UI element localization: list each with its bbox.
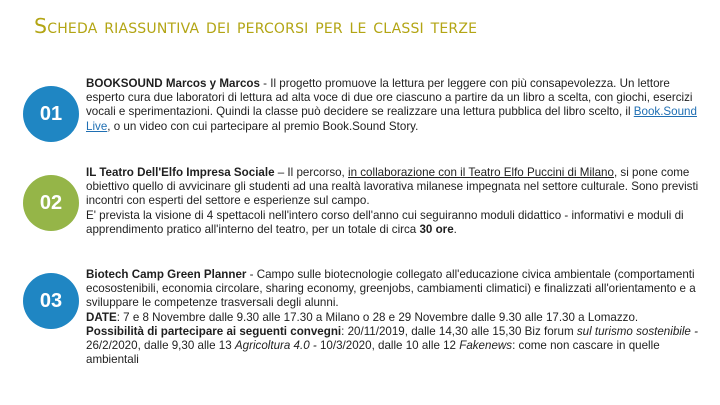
item-heading: Biotech Camp Green Planner xyxy=(86,268,247,281)
date-label: DATE xyxy=(86,310,117,324)
item-heading: BOOKSOUND Marcos y Marcos xyxy=(86,77,260,90)
item-body: Campo sulle biotecnologie collegato all'educazione civica ambientale (comportamenti ecosostenibili, economia circolare, sharing economy, greenjobs, cambiamenti climatici) e finalizzati all'orientamento e a sviluppare le competenze trasversali degli alunni. xyxy=(86,268,696,310)
item-body: , si pone come obiettivo quello di avvicinare gli studenti ad una realtà lavorativa milanese impegnata nel settore culturale. Sono previsti incontri con esperti del settore e esperienze sul campo. xyxy=(86,166,699,208)
convention-text: 10/3/2020, dalle 10 alle 12 xyxy=(316,339,460,353)
total-hours: 30 ore xyxy=(419,222,454,236)
convention-text: 26/2/2020, dalle 9,30 alle 13 xyxy=(86,339,235,353)
badge-number: 02 xyxy=(39,191,63,214)
convention-topic: Fakenews xyxy=(459,339,513,353)
convention-topic: Agricoltura 4.0 - xyxy=(234,339,317,353)
booksound-live-link[interactable]: Book.Sound Live xyxy=(86,105,697,133)
item-heading: IL Teatro Dell'Elfo Impresa Sociale xyxy=(86,166,275,179)
item-body: Il progetto promuove la lettura per leggere con più consapevolezza. Un lettore esperto cura due laboratori di lettura ad alta voce di due ore ciascuno a partire da un libro a scelta, con giochi, esercizi vocali e sperimentazioni. Quindi la classe può decidere se realizzare una lettura pubblica del libro scelto, il xyxy=(86,77,693,119)
item-body-end: , o un video con cui partecipare al premio Book.Sound Story. xyxy=(107,119,419,133)
convention-text: : 20/11/2019, dalle 14,30 alle 15,30 Biz forum xyxy=(341,324,577,338)
badge-number: 03 xyxy=(39,289,63,312)
collaboration-note: in collaborazione con il Teatro Elfo Puccini di Milano xyxy=(348,166,614,179)
item-body-2: E' prevista la visione di 4 spettacoli nell'intero corso dell'anno cui seguiranno moduli didattico - informativi e moduli di apprendimento pratico all'interno del teatro, per un totale di circa xyxy=(86,208,684,236)
separator: – Il percorso, xyxy=(274,166,349,179)
badge-number: 01 xyxy=(39,102,63,125)
period: . xyxy=(453,222,457,236)
convention-text: : come non cascare in quelle ambientali xyxy=(86,339,660,367)
separator: - xyxy=(259,77,271,90)
date-text: : 7 e 8 Novembre dalle 9.30 alle 17.30 a Milano o 28 e 29 Novembre dalle 9.30 alle 17.30 a Lomazzo. xyxy=(116,310,639,324)
number-badge-02 xyxy=(23,175,79,231)
convention-topic: sul turismo sostenibile - xyxy=(576,324,698,338)
separator: - xyxy=(246,268,257,281)
item-text-02 xyxy=(86,166,706,237)
item-text-03 xyxy=(86,268,706,367)
number-badge-03 xyxy=(23,273,79,329)
number-badge-01 xyxy=(23,86,79,142)
conventions-label: Possibilità di partecipare ai seguenti convegni xyxy=(86,324,342,338)
page-title: Scheda riassuntiva dei percorsi per le classi terze xyxy=(34,14,478,38)
item-text-01 xyxy=(86,77,706,134)
